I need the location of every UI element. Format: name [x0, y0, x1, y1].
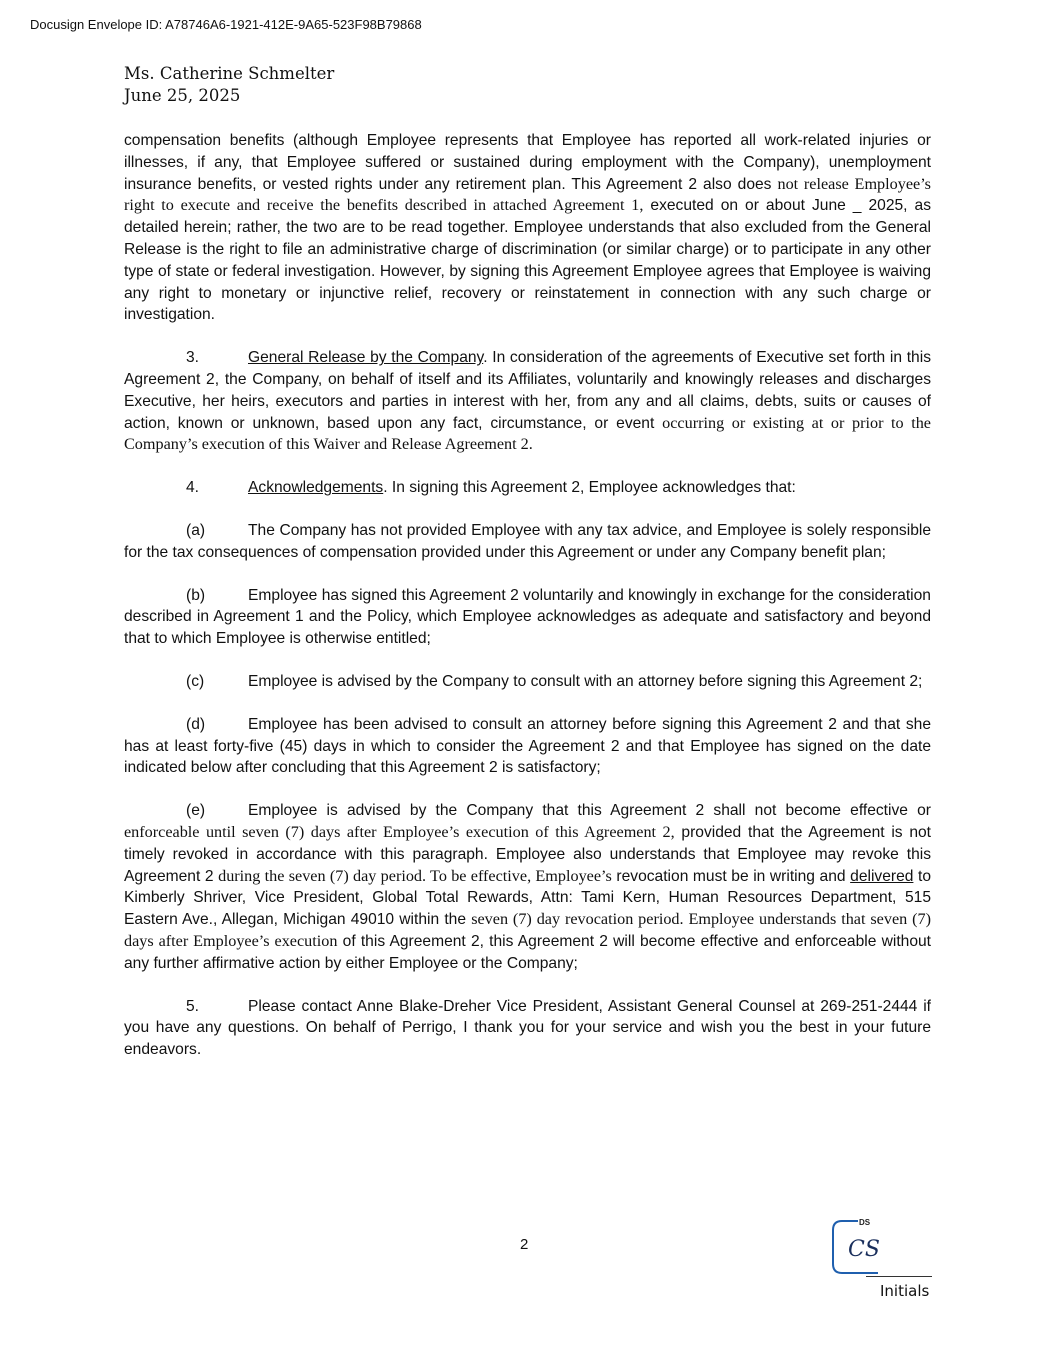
item-e-text-5: revocation must be in writing and — [611, 867, 851, 885]
section-5-text: Please contact Anne Blake-Dreher Vice President, Assistant General Counsel at 269-251-2444 if you have any questions. On behalf of Perrigo, I thank you for your service and wish you the best in your future endeavors. — [124, 997, 931, 1059]
item-d — [124, 714, 931, 779]
item-e-text-3: provided that the Agreement is not timely revoked in accordance with this paragraph. Employee also understands that Employee may revoke this Agreement 2 — [124, 823, 932, 885]
initials-mark: CS — [848, 1237, 880, 1262]
continuation-text-a: compensation benefits (although Employee represents that Employee has reported all work-related injuries or illnesses, if any, that Employee suffered or sustained during employment with the Company), unemployment insurance benefits, or vested rights under any retirement plan. This Agreement 2 also does — [124, 132, 931, 193]
item-e-label: (e) — [186, 802, 206, 820]
item-b-label: (b) — [186, 586, 206, 604]
letter-header — [124, 63, 334, 107]
item-a-text: The Company has not provided Employee with any tax advice, and Employee is solely responsible for the tax consequences of compensation provided under this Agreement or under any Company benefit plan; — [124, 521, 931, 561]
section-3-text-serif: occurring or existing at or prior to the Company’s execution of this Waiver and Release Agreement 2. — [124, 413, 931, 454]
item-e-text-1: Employee is advised by the Company that this Agreement 2 shall not become effective or — [248, 802, 931, 820]
section-4 — [124, 477, 931, 499]
ds-label: DS — [859, 1218, 871, 1227]
item-e-text-9: of this Agreement 2, this Agreement 2 will become effective and enforceable without any further affirmative action by either Employee or the Company; — [124, 932, 932, 972]
item-e-text-7: to Kimberly Shriver, Vice President, Global Total Rewards, Attn: Tami Kern, Human Resources Department, 515 Eastern Ave., Allegan, Michigan 49010 within the — [124, 867, 931, 929]
document-body — [124, 130, 931, 1082]
continuation-text-b: not release Employee’s right to execute and receive the benefits described in attached Agreement 1, — [124, 174, 931, 215]
continuation-paragraph — [124, 130, 931, 326]
item-d-text: Employee has been advised to consult an attorney before signing this Agreement 2 and that she has at least forty-five (45) days in which to consider the Agreement 2 and that Employee has signed on the date indicated below after concluding that this Agreement 2 is satisfactory; — [124, 715, 931, 777]
page-number: 2 — [520, 1236, 529, 1253]
section-5-number: 5. — [186, 997, 200, 1015]
item-c-text: Employee is advised by the Company to consult with an attorney before signing this Agreement 2; — [248, 672, 923, 690]
item-c — [124, 671, 931, 693]
docusign-initials-stamp[interactable] — [828, 1216, 932, 1280]
section-3-heading: General Release by the Company — [248, 349, 484, 367]
section-4-heading: Acknowledgements — [248, 479, 384, 497]
item-e-delivered: delivered — [850, 867, 914, 885]
section-4-number: 4. — [186, 479, 200, 497]
item-b-text: Employee has signed this Agreement 2 voluntarily and knowingly in exchange for the consideration described in Agreement 1 and the Policy, which Employee acknowledges as adequate and satisfactory and beyond that to which Employee is otherwise entitled; — [124, 586, 931, 648]
item-c-label: (c) — [186, 672, 205, 690]
section-4-text: . In signing this Agreement 2, Employee acknowledges that: — [383, 479, 796, 497]
section-3-number: 3. — [186, 349, 200, 367]
continuation-text-c: executed on or about June _ 2025, as detailed herein; rather, the two are to be read together. Employee understands that also excluded from the General Release is the right to file an administrative charge of discrimination (or similar charge) or to participate in any other type of state or federal investigation. However, by signing this Agreement Employee agrees that Employee is waiving any right to monetary or injunctive relief, recovery or reinstatement in connection with any such charge or investigation. — [124, 197, 931, 324]
letter-date: June 25, 2025 — [124, 86, 241, 105]
section-3 — [124, 347, 931, 456]
recipient-name: Ms. Catherine Schmelter — [124, 64, 335, 83]
item-e — [124, 800, 931, 974]
initials-label: Initials — [880, 1282, 930, 1300]
initials-line — [866, 1276, 932, 1277]
item-a-label: (a) — [186, 521, 206, 539]
section-3-text: . In consideration of the agreements of Executive set forth in this Agreement 2, the Company, on behalf of itself and its Affiliates, voluntarily and knowingly releases and discharges Executive, her heirs, executors and parties in interest with her, from any and all claims, debts, suits or causes of action, known or unknown, based upon any fact, circumstance, or event — [124, 349, 931, 432]
item-e-text-2: enforceable until seven (7) days after Employee’s execution of this Agreement 2, — [124, 822, 675, 841]
item-d-label: (d) — [186, 715, 206, 733]
item-a — [124, 520, 931, 564]
item-b — [124, 585, 931, 650]
item-e-text-4: during the seven (7) day period. To be effective, Employee’s — [218, 866, 612, 885]
item-e-text-8: seven (7) day revocation period. Employee understands that seven (7) days after Employee’s execution — [124, 910, 931, 950]
docusign-envelope-id: Docusign Envelope ID: A78746A6-1921-412E-9A65-523F98B79868 — [30, 17, 422, 32]
section-5 — [124, 996, 931, 1061]
